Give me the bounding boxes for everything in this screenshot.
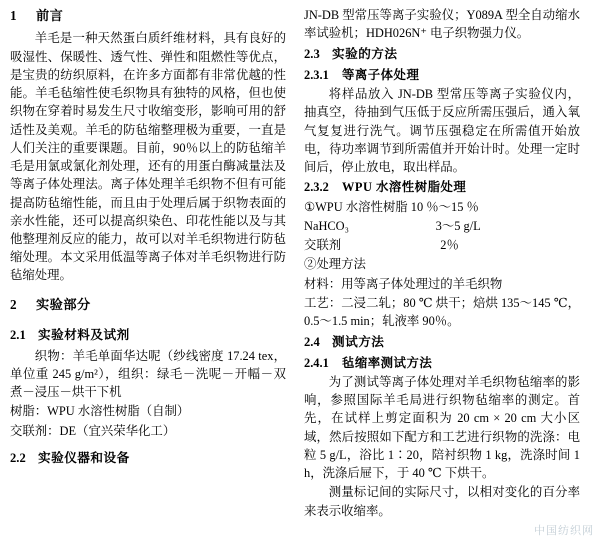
section-number: 2.2 [10, 450, 26, 465]
paragraph: 羊毛是一种天然蛋白质纤维材料，具有良好的吸湿性、保暖性、透气性、弹性和阻燃性等优点，是宝贵的纺织原料，在许多方面都有非常优越的性能。羊毛毡缩性使毛织物具有独特的风格，但也使织物在穿着时易发生尺寸收缩变形，影响可用的舒适性及美观。羊毛的防毡缩整理极为重要，一直是人们关注的重要课题。目前，90％以上的防毡缩羊毛是用氯或氯化剂处理，还有的用蛋白酶减量法及等离子体处理法。离子体处理羊毛织物不但有可能提高防毡缩性能，而且由于处理后属于织物表面的亲水性能，还可以提高织染色、印花性能以及与其他整理剂反应的能力，故可以对羊毛织物进行防毡缩处理。本文采用低温等离子体对羊毛织物进行防毡缩处理。 [10, 31, 286, 283]
section-title: 毡缩率测试方法 [342, 355, 433, 370]
section-heading-2.3.2 [304, 178, 580, 196]
vertical-spacer [10, 318, 286, 323]
watermark: 中国纺织网 [534, 525, 594, 537]
section-heading-2.4 [304, 333, 580, 352]
section-title: 测试方法 [332, 335, 385, 350]
section-title: 实验的方法 [332, 47, 398, 62]
section-heading-1 [10, 6, 286, 25]
paragraph: 材料：用等离子体处理过的羊毛织物 [304, 276, 503, 291]
paragraph: 为了测试等离子体处理对羊毛织物毡缩率的影响，参照国际羊毛局进行织物毡缩率的测定。首先，在试样上剪定面积为 20 cm × 20 cm 大小区域，然后按照如下配方和工艺进行织物的洗涤：电粒 5 g/L，浴比 1∶20，陪衬织物 1 kg，洗涤时间 1 h，洗涤后屉下，于 40 ℃ 下烘干。 [304, 374, 580, 481]
section-title: 前言 [36, 8, 64, 23]
paragraph: 交联剂：DE（宜兴荣华化工） [10, 423, 176, 438]
paragraph: 树脂：WPU 水溶性树脂（自制） [10, 404, 190, 419]
paragraph: 交联剂 2％ [304, 238, 459, 253]
section-number: 2.3.1 [304, 67, 329, 82]
left-text-column [10, 6, 286, 536]
section-number: 2.1 [10, 328, 26, 343]
vertical-spacer [10, 286, 286, 295]
vertical-spacer [10, 441, 286, 446]
paragraph: ①WPU 水溶性树脂 10 ％～15 ％ [304, 199, 479, 214]
section-number: 2.3.2 [304, 180, 329, 195]
paragraph: JN-DB 型常压等离子实验仪；Y089A 型全自动缩水率试验机；HDH026N⁺ 电子织物强力仪。 [304, 8, 580, 41]
section-number: 2.4 [304, 335, 320, 350]
section-title: 实验材料及试剂 [38, 328, 130, 343]
section-heading-2.3 [304, 45, 580, 64]
paragraph: 工艺：二浸二轧；80 ℃ 烘干；焙烘 135～145 ℃，0.5～1.5 min；轧液率 90％。 [304, 295, 580, 329]
paragraph: 测量标记间的实际尺寸，以相对变化的百分率来表示收缩率。 [304, 485, 580, 518]
paragraph: NaHCO₃ 3～5 g/L [304, 218, 481, 233]
section-heading-2.2 [10, 449, 286, 468]
section-heading-2.3.1 [304, 66, 580, 84]
section-heading-2.1 [10, 326, 286, 345]
section-heading-2 [10, 295, 286, 314]
paragraph: 将样品放入 JN-DB 型常压等离子实验仪内，抽真空，待抽到气压低于反应所需压强后，通入氧气复复进行洗气。调节压强稳定在所需值开始放电，待功率调节到所需值并开始计时。处理一定时间后，停止放电，取出样品。 [304, 87, 580, 175]
section-title: 实验部分 [36, 296, 91, 312]
section-number: 2.4.1 [304, 355, 329, 370]
section-number: 2.3 [304, 47, 320, 62]
paragraph: 织物：羊毛单面华达呢（纱线密度 17.24 tex，单位重 245 g/m²），组织：绿毛－洗呢－开幅－双煮－浸压－烘干下机 [10, 348, 286, 400]
section-heading-2.4.1 [304, 354, 580, 372]
section-number: 2 [10, 296, 18, 312]
paragraph: ②处理方法 [304, 257, 366, 272]
section-title: WPU 水溶性树脂处理 [342, 180, 467, 195]
right-text-column [304, 6, 580, 536]
section-title: 实验仪器和设备 [38, 450, 130, 465]
section-title: 等离子体处理 [342, 67, 420, 82]
section-number: 1 [10, 8, 18, 23]
